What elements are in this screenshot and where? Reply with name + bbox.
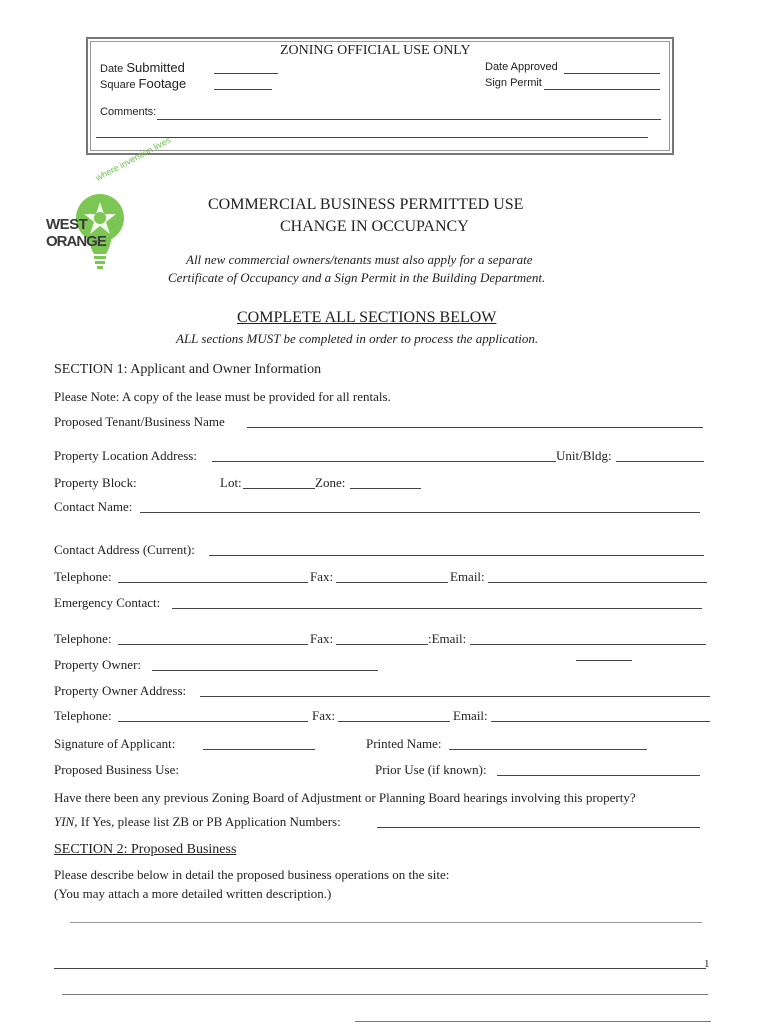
hearings-question: Have there been any previous Zoning Board of Adjustment or Planning Board hearings involving this property? bbox=[54, 790, 636, 805]
telephone1-field[interactable] bbox=[118, 582, 308, 583]
date-submitted-field[interactable] bbox=[214, 73, 278, 74]
description-line-1[interactable] bbox=[70, 922, 702, 923]
form-title-line1: COMMERCIAL BUSINESS PERMITTED USE bbox=[208, 196, 524, 213]
owner-address-label: Property Owner Address: bbox=[54, 683, 187, 698]
page-number: 1 bbox=[704, 958, 710, 970]
fax2-label: Fax: bbox=[310, 631, 334, 646]
attach-instruction: (You may attach a more detailed written description.) bbox=[54, 886, 332, 901]
date-approved-label: Date Approved bbox=[485, 61, 558, 73]
email2-field[interactable] bbox=[470, 644, 706, 645]
telephone3-field[interactable] bbox=[118, 721, 308, 722]
email1-field[interactable] bbox=[488, 582, 707, 583]
emergency-contact-label: Emergency Contact: bbox=[54, 595, 161, 610]
official-use-title: ZONING OFFICIAL USE ONLY bbox=[280, 43, 471, 58]
tenant-name-field[interactable] bbox=[247, 427, 703, 428]
sign-permit-field[interactable] bbox=[544, 89, 660, 90]
square-footage-label: Square Footage bbox=[100, 76, 187, 91]
prior-use-field[interactable] bbox=[497, 775, 700, 776]
fax1-label: Fax: bbox=[310, 569, 334, 584]
zb-pb-numbers-field[interactable] bbox=[377, 827, 700, 828]
owner-address-field[interactable] bbox=[200, 696, 710, 697]
email1-label: Email: bbox=[450, 569, 485, 584]
unit-label: Unit/Bldg: bbox=[556, 448, 612, 463]
email3-label: Email: bbox=[453, 708, 488, 723]
signature-label: Signature of Applicant: bbox=[54, 736, 176, 751]
printed-name-label: Printed Name: bbox=[366, 736, 442, 751]
logo-line1: WEST bbox=[46, 216, 88, 233]
square-footage-field[interactable] bbox=[214, 89, 272, 90]
contact-name-field[interactable] bbox=[140, 512, 700, 513]
section2-heading: SECTION 2: Proposed Business bbox=[54, 842, 237, 857]
complete-sections-heading: COMPLETE ALL SECTIONS BELOW bbox=[237, 309, 497, 326]
comments-field-line2[interactable] bbox=[96, 137, 648, 138]
telephone2-label: Telephone: bbox=[54, 631, 112, 646]
email2-label: :Email: bbox=[428, 631, 467, 646]
hearings-answer-label bbox=[54, 814, 341, 830]
telephone1-label: Telephone: bbox=[54, 569, 112, 584]
extra-short-line bbox=[576, 660, 632, 661]
fax2-field[interactable] bbox=[336, 644, 428, 645]
intro-note-line1: All new commercial owners/tenants must also apply for a separate bbox=[186, 252, 533, 267]
comments-field[interactable] bbox=[157, 119, 661, 120]
form-title-line2: CHANGE IN OCCUPANCY bbox=[280, 218, 469, 235]
date-submitted-label: Date Submitted bbox=[100, 60, 185, 75]
description-line-2[interactable] bbox=[54, 968, 706, 969]
zone-field[interactable] bbox=[350, 488, 421, 489]
sign-permit-label: Sign Permit bbox=[485, 77, 542, 89]
unit-field[interactable] bbox=[616, 461, 704, 462]
intro-note-line2: Certificate of Occupancy and a Sign Permit in the Building Department. bbox=[168, 270, 546, 285]
property-owner-field[interactable] bbox=[152, 670, 378, 671]
location-label: Property Location Address: bbox=[54, 448, 197, 463]
lot-label: Lot: bbox=[220, 475, 242, 490]
property-owner-label: Property Owner: bbox=[54, 657, 142, 672]
proposed-use-label: Proposed Business Use: bbox=[54, 762, 179, 777]
zb-pb-label: If Yes, please list ZB or PB Application Numbers: bbox=[77, 814, 341, 829]
description-line-3[interactable] bbox=[62, 994, 708, 995]
telephone2-field[interactable] bbox=[118, 644, 308, 645]
prior-use-label: Prior Use (if known): bbox=[375, 762, 487, 777]
description-line-4[interactable] bbox=[355, 1021, 711, 1022]
logo-line2: ORANGE bbox=[46, 233, 106, 250]
tenant-name-label: Proposed Tenant/Business Name bbox=[54, 414, 225, 429]
zone-label: Zone: bbox=[315, 475, 346, 490]
lot-field[interactable] bbox=[243, 488, 315, 489]
west-orange-logo bbox=[44, 134, 173, 274]
telephone3-label: Telephone: bbox=[54, 708, 112, 723]
fax3-label: Fax: bbox=[312, 708, 336, 723]
signature-field[interactable] bbox=[203, 749, 315, 750]
describe-instruction: Please describe below in detail the proposed business operations on the site: bbox=[54, 867, 450, 882]
contact-name-label: Contact Name: bbox=[54, 499, 133, 514]
complete-sections-note: ALL sections MUST be completed in order to process the application. bbox=[176, 331, 539, 346]
fax1-field[interactable] bbox=[336, 582, 448, 583]
contact-address-field[interactable] bbox=[209, 555, 704, 556]
yn-label: YIN, bbox=[54, 814, 78, 829]
section1-heading: SECTION 1: Applicant and Owner Information bbox=[54, 362, 322, 377]
emergency-contact-field[interactable] bbox=[172, 608, 702, 609]
block-label: Property Block: bbox=[54, 475, 137, 490]
date-approved-field[interactable] bbox=[564, 73, 660, 74]
location-field[interactable] bbox=[212, 461, 556, 462]
fax3-field[interactable] bbox=[338, 721, 450, 722]
logo-tagline: where invention lives bbox=[94, 134, 173, 183]
comments-label: Comments: bbox=[100, 106, 157, 118]
printed-name-field[interactable] bbox=[449, 749, 647, 750]
email3-field[interactable] bbox=[491, 721, 710, 722]
contact-address-label: Contact Address (Current): bbox=[54, 542, 195, 557]
lease-note: Please Note: A copy of the lease must be provided for all rentals. bbox=[54, 389, 391, 404]
